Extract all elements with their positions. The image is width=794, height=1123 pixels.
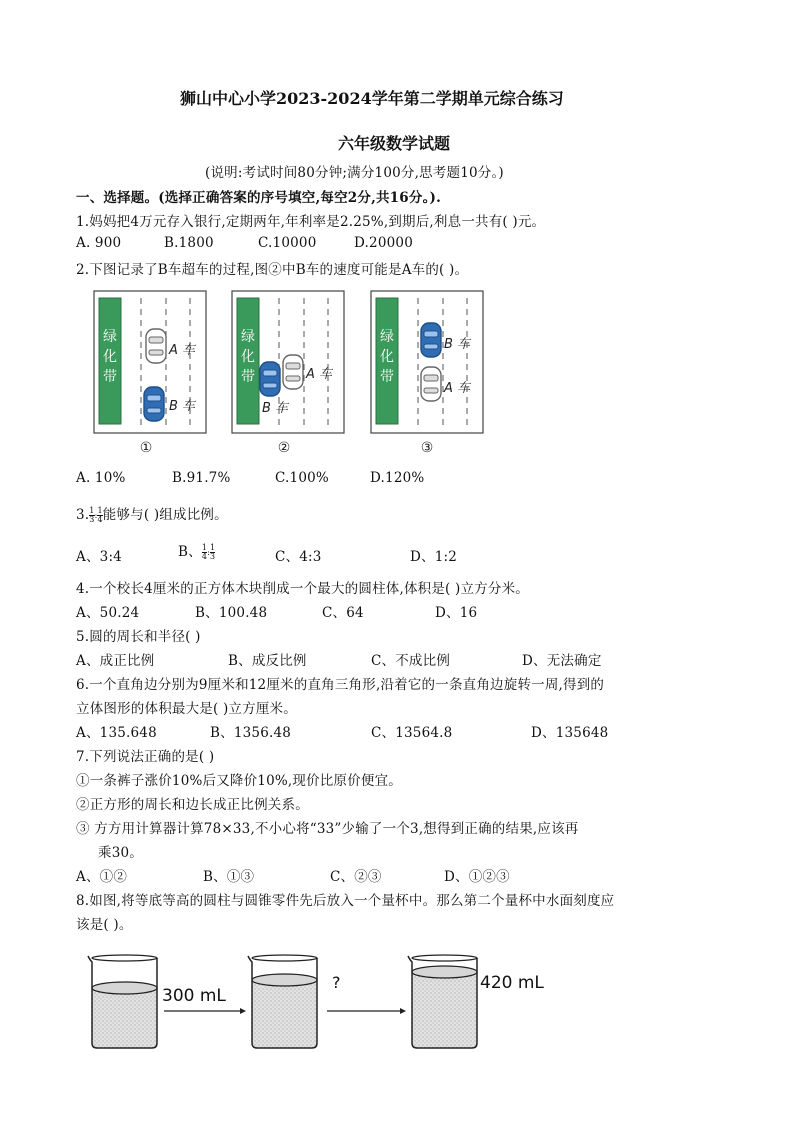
page-title: 狮山中心小学2023-2024学年第二学期单元综合练习 (180, 89, 564, 108)
q3-fraction-2: $\frac{1}{4}$ (97, 506, 103, 524)
q3-optb-colon: : (207, 547, 211, 557)
q2-option-d: D.120% (370, 470, 425, 486)
greenbelt-label-3b: 化 (380, 349, 394, 365)
panel-label-3: ③ (420, 440, 434, 456)
q3-number: 3. (76, 507, 90, 523)
q5-option-b: B、成反比例 (228, 653, 307, 669)
q7-statement-3-line1: ③ 方方用计算器计算78×33,不小心将“33”少输了一个3,想得到正确的结果,应该再 (76, 821, 579, 837)
measuring-cup-figure (82, 948, 562, 1058)
panel-3 (371, 291, 483, 456)
q6-option-d: D、135648 (531, 725, 609, 741)
q3-option-b: B、 $\frac{1}{4}$ : $\frac{1}{3}$ (178, 543, 216, 561)
q7-option-a: A、①② (76, 869, 128, 885)
page-subtitle: 六年级数学试题 (338, 134, 451, 153)
q3-colon: : (94, 510, 98, 520)
question-6-stem-line1: 6.一个直角边分别为9厘米和12厘米的直角三角形,沿着它的一条直角边旋转一周,得到的 (76, 677, 605, 693)
panel-label-2: ② (277, 440, 291, 456)
section-heading: 一、选择题。(选择正确答案的序号填空,每空2分,共16分。). (76, 190, 442, 206)
q4-option-d: D、16 (435, 605, 478, 621)
question-2-stem: 2.下图记录了B车超车的过程,图②中B车的速度可能是A车的( )。 (76, 262, 469, 278)
greenbelt-label-1a: 绿 (103, 329, 117, 345)
greenbelt-label-3a: 绿 (380, 329, 394, 345)
q1-option-a: A. 900 (76, 235, 122, 251)
q1-option-d: D.20000 (354, 235, 413, 251)
q7-statement-1: ①一条裤子涨价10%后又降价10%,现价比原价便宜。 (76, 773, 403, 789)
car-a-label-3: A 车 (444, 381, 471, 396)
question-6-stem-line2: 立体图形的体积最大是( )立方厘米。 (76, 701, 297, 717)
car-b-label-1: B 车 (169, 399, 196, 414)
q7-statement-3-line2: 乘30。 (98, 845, 143, 861)
car-a-label-1: A 车 (169, 343, 196, 358)
arrow-1 (164, 1008, 246, 1014)
panel-1 (94, 291, 206, 456)
q7-statement-2: ②正方形的周长和边长成正比例关系。 (76, 797, 309, 813)
q6-option-b: B、1356.48 (210, 725, 292, 741)
cup2-unknown-label: ? (332, 973, 341, 992)
measuring-cup-3 (408, 955, 477, 1048)
question-7-stem: 7.下列说法正确的是( ) (76, 749, 215, 765)
q3-fraction-1: $\frac{1}{3}$ (89, 506, 95, 524)
q4-option-c: C、64 (322, 605, 364, 621)
greenbelt-label-2b: 化 (241, 349, 255, 365)
q3-option-a: A、3:4 (76, 549, 122, 565)
greenbelt-label-1b: 化 (103, 349, 117, 365)
q3-option-c: C、4:3 (275, 549, 322, 565)
q5-option-a: A、成正比例 (76, 653, 155, 669)
question-3-stem (76, 503, 228, 524)
q6-option-a: A、135.648 (76, 725, 157, 741)
panel-2 (232, 291, 344, 456)
q1-option-c: C.10000 (258, 235, 317, 251)
greenbelt-label-2c: 带 (241, 369, 255, 385)
exam-note: (说明:考试时间80分钟;满分100分,思考题10分。) (205, 165, 504, 181)
q3-option-d: D、1:2 (410, 549, 458, 565)
q2-option-b: B.91.7% (172, 470, 231, 486)
car-b-label-2: B 车 (262, 401, 289, 416)
q4-option-b: B、100.48 (195, 605, 268, 621)
question-1-stem: 1.妈妈把4万元存入银行,定期两年,年利率是2.25%,到期后,利息一共有( )元。 (76, 214, 546, 230)
q5-option-c: C、不成比例 (371, 653, 451, 669)
q2-option-c: C.100% (275, 470, 329, 486)
q2-option-a: A. 10% (76, 470, 126, 486)
q3-stem-text: 能够与( )组成比例。 (102, 507, 228, 523)
car-b-label-3: B 车 (444, 337, 471, 352)
q7-option-b: B、①③ (203, 869, 255, 885)
car-a-label-2: A 车 (306, 367, 333, 382)
question-8-stem-line1: 8.如图,将等底等高的圆柱与圆锥零件先后放入一个量杯中。那么第二个量杯中水面刻度应 (76, 893, 615, 909)
question-5-stem: 5.圆的周长和半径( ) (76, 629, 201, 645)
q4-option-a: A、50.24 (76, 605, 140, 621)
q5-option-d: D、无法确定 (522, 653, 602, 669)
cup3-volume-label: 420 mL (480, 973, 544, 993)
measuring-cup-1 (88, 955, 157, 1048)
greenbelt-label-2a: 绿 (241, 329, 255, 345)
q3-optb-fraction-2: $\frac{1}{3}$ (210, 543, 216, 561)
measuring-cup-2 (248, 955, 317, 1048)
overtaking-figure (86, 286, 496, 462)
cup1-volume-label: 300 mL (162, 986, 226, 1006)
q7-option-c: C、②③ (330, 869, 382, 885)
q3-optb-fraction-1: $\frac{1}{4}$ (201, 543, 208, 561)
panel-label-1: ① (139, 440, 153, 456)
question-8-stem-line2: 该是( )。 (76, 917, 133, 933)
greenbelt-label-3c: 带 (380, 369, 394, 385)
q7-option-d: D、①②③ (444, 869, 510, 885)
question-4-stem: 4.一个校长4厘米的正方体木块削成一个最大的圆柱体,体积是( )立方分米。 (76, 581, 529, 597)
arrow-2 (327, 1008, 406, 1014)
q1-option-b: B.1800 (164, 235, 214, 251)
q6-option-c: C、13564.8 (371, 725, 453, 741)
greenbelt-label-1c: 带 (103, 369, 117, 385)
